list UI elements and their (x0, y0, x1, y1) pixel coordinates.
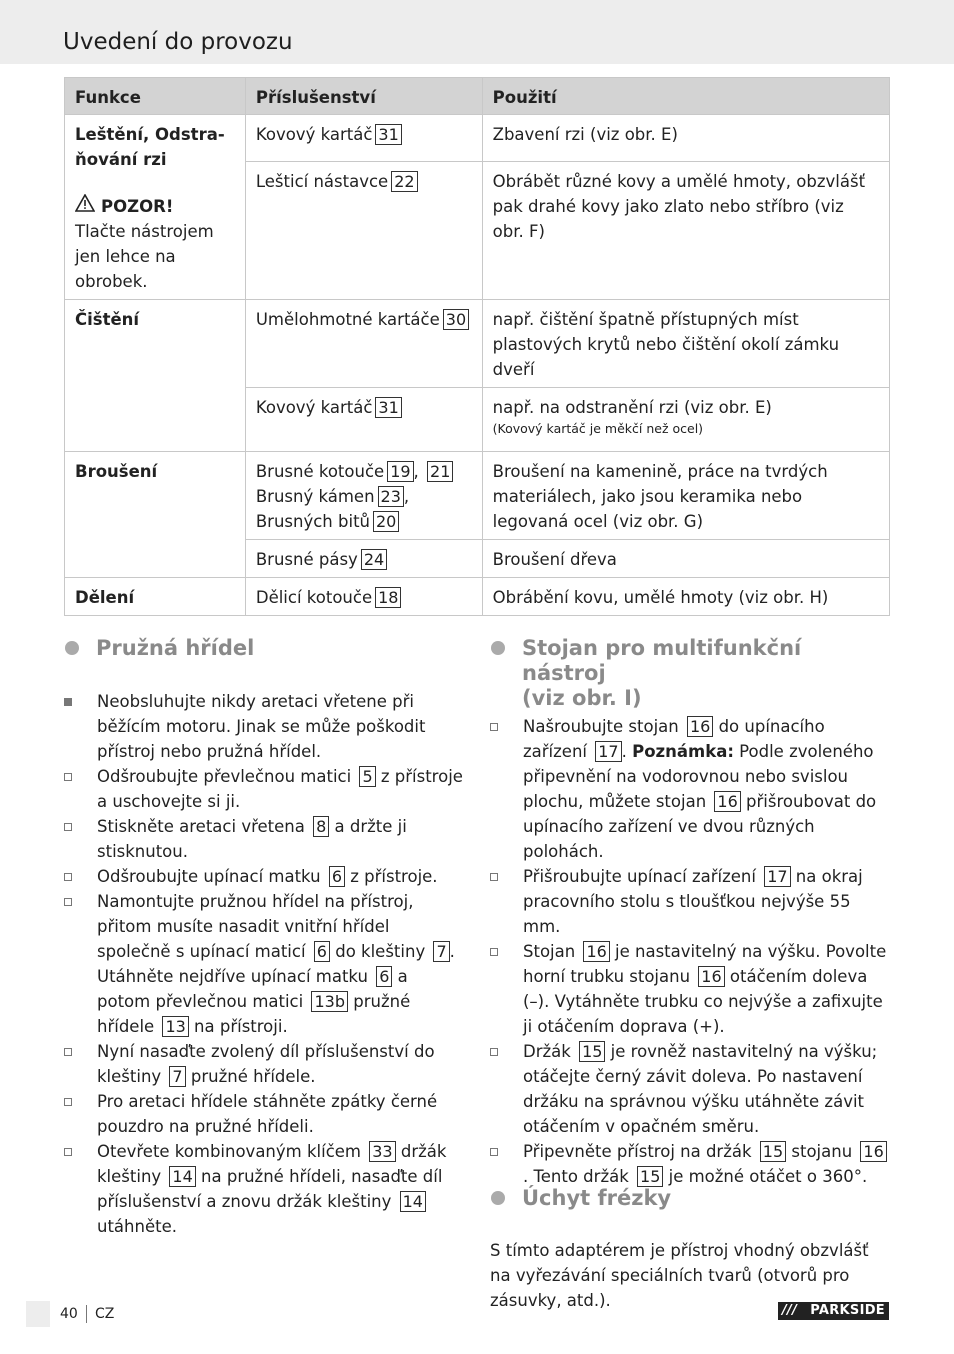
ref-number: 19 (387, 461, 413, 482)
logo-stripes-icon: /// (782, 1303, 798, 1318)
list-item (490, 714, 892, 864)
use-cell: např. čištění špatně přístupných míst plastových krytů nebo čištění okolí zámku dveří (482, 300, 889, 388)
ref-number: 6 (329, 866, 345, 887)
ref-number: 17 (764, 866, 790, 887)
heading-line: (viz obr. I) (522, 686, 642, 710)
list-item (490, 939, 892, 1039)
list-item-text: Pro aretaci hřídele stáhněte zpátky černé pouzdro na pružné hřídeli. (97, 1092, 438, 1136)
function-cell-clean: Čištění (65, 300, 246, 452)
ref-number: 13 (162, 1016, 188, 1037)
list-item (64, 814, 464, 864)
square-bullet-icon (490, 1148, 498, 1156)
ref-number: 20 (373, 511, 399, 532)
list-item-text: Odšroubujte upínací matku 6 z přístroje. (97, 867, 438, 886)
square-bullet-icon (64, 1048, 72, 1056)
ref-number: 6 (314, 941, 330, 962)
ref-number: 33 (369, 1141, 395, 1162)
col-header-function: Funkce (65, 78, 246, 115)
section-bullet-icon (65, 641, 79, 655)
ref-number: 23 (378, 486, 404, 507)
accessory-name: Kovový kartáč (255, 125, 373, 144)
use-cell: Obrábět různé kovy a umělé hmoty, obzvlášť pak drahé kovy jako zlato nebo stříbro (viz obr. F) (482, 161, 889, 299)
ref-number: 16 (860, 1141, 886, 1162)
accessory-name: Dělicí kotouče (255, 588, 373, 607)
ref-number: 16 (583, 941, 609, 962)
ref-number: 13b (311, 991, 348, 1012)
list-item-text: Přišroubujte upínací zařízení 17 na okraj pracovního stolu s tloušťkou nejvýše 55 mm. (523, 867, 863, 936)
page-number: 40 (60, 1306, 78, 1322)
table-row (65, 300, 890, 388)
table-header-row (65, 78, 890, 115)
use-cell: Zbavení rzi (viz obr. E) (482, 115, 889, 162)
footer-divider (86, 1305, 87, 1323)
list-item (64, 689, 464, 764)
list-item (490, 1139, 892, 1189)
function-label: Leštění, Odstra- ňování rzi (75, 125, 225, 169)
warning-heading (75, 194, 235, 219)
list-item (64, 1089, 464, 1139)
router-text: S tímto adaptérem je přístroj vhodný obzvlášť na vyřezávání speciálních tvarů (otvorů pro zásuvky, atd.). (490, 1241, 869, 1310)
table-row (65, 452, 890, 540)
use-cell: Broušení dřeva (482, 540, 889, 578)
ref-number: 18 (375, 587, 401, 608)
ref-number: 8 (313, 816, 329, 837)
accessory-cell (245, 578, 482, 616)
use-note: (Kovový kartáč je měkčí než ocel) (492, 421, 704, 436)
section-heading-stand (522, 636, 892, 711)
list-item-text: Stojan 16 je nastavitelný na výšku. Povolte horní trubku stojanu 16 otáčením doleva (–). Vytáhněte trubku co nejvýše a zafixujte ji otáčením doprava (+). (523, 942, 887, 1036)
accessory-line: Brusný kámen 23 , (255, 487, 410, 506)
warning-text: Tlačte nástrojem jen lehce na obrobek. (75, 222, 214, 291)
list-item-text: Otevřete kombinovaným klíčem 33 držák kleštiny 14 na pružné hřídeli, nasaďte díl příslušenství a znovu držák kleštiny 14 utáhněte. (97, 1142, 447, 1236)
ref-number: 15 (637, 1166, 663, 1187)
use-text: např. na odstranění rzi (viz obr. E) (492, 398, 772, 417)
accessory-line (256, 509, 472, 534)
use-cell: Broušení na kamenině, práce na tvrdých materiálech, jako jsou keramika nebo legovaná ocel (viz obr. G) (482, 452, 889, 540)
square-bullet-icon (64, 823, 72, 831)
page-title: Uvedení do provozu (63, 29, 293, 55)
list-item (64, 764, 464, 814)
accessory-name: Brusných bitů (255, 512, 370, 531)
accessory-cell (245, 388, 482, 452)
square-bullet-icon (64, 773, 72, 781)
ref-number: 7 (169, 1066, 185, 1087)
accessory-name: Umělohmotné kartáče (255, 310, 440, 329)
table-row (65, 115, 890, 162)
accessory-cell (245, 540, 482, 578)
square-bullet-icon (64, 698, 72, 706)
square-bullet-icon (490, 1048, 498, 1056)
ref-number: 31 (375, 124, 401, 145)
square-bullet-icon (490, 873, 498, 881)
section-bullet-icon (491, 641, 505, 655)
function-cell-polish (65, 115, 246, 300)
list-item (490, 1039, 892, 1139)
ref-number: 16 (714, 791, 740, 812)
brand-logo (778, 1302, 889, 1320)
ref-number: 24 (361, 549, 387, 570)
footer-marker (26, 1301, 50, 1327)
square-bullet-icon (64, 898, 72, 906)
section-bullet-icon (491, 1191, 505, 1205)
square-bullet-icon (64, 873, 72, 881)
list-item-text: Držák 15 je rovněž nastavitelný na výšku; otáčejte černý závit doleva. Po nastavení držáku na správnou výšku utáhněte závit otáčením v opačném směru. (523, 1042, 878, 1136)
ref-number: 31 (375, 397, 401, 418)
ref-number: 15 (579, 1041, 605, 1062)
use-cell: Obrábění kovu, umělé hmoty (viz obr. H) (482, 578, 889, 616)
list-item (64, 1139, 464, 1239)
ref-number: 30 (443, 309, 469, 330)
list-item (490, 864, 892, 939)
ref-number: 6 (376, 966, 392, 987)
stand-list (490, 714, 892, 1189)
section-heading-router: Úchyt frézky (522, 1186, 672, 1210)
list-item-text: Neobsluhujte nikdy aretaci vřetene při běžícím motoru. Jinak se může poškodit přístroj nebo pružná hřídel. (97, 692, 426, 761)
ref-number: 14 (169, 1166, 195, 1187)
list-item (64, 889, 464, 1039)
flexible-shaft-list (64, 689, 464, 1239)
ref-number: 17 (595, 741, 621, 762)
function-cell-cut: Dělení (65, 578, 246, 616)
heading-line: Stojan pro multifunkční nástroj (522, 636, 802, 685)
square-bullet-icon (64, 1098, 72, 1106)
accessory-name: Brusné kotouče (255, 462, 385, 481)
ref-number: 15 (760, 1141, 786, 1162)
ref-number: 16 (687, 716, 713, 737)
accessory-name: Brusné pásy (255, 550, 358, 569)
list-item-text: Stiskněte aretaci vřetena 8 a držte ji stisknutou. (97, 817, 407, 861)
accessory-line: Brusné kotouče 19 , 21 (256, 459, 472, 484)
ref-number: 14 (400, 1191, 426, 1212)
list-item (64, 864, 464, 889)
accessories-table (64, 77, 890, 616)
table-row (65, 578, 890, 616)
warning-title: POZOR! (101, 197, 174, 216)
section-heading-flexible-shaft: Pružná hřídel (96, 636, 255, 660)
list-item-text: Našroubujte stojan 16 do upínacího zařízení 17 . Poznámka: Podle zvoleného připevnění na vodorovnou nebo svislou plochu, můžete stojan 16 přišroubovat do upínacího zařízení ve dvou různých polohách. (523, 717, 877, 861)
use-cell (482, 388, 889, 452)
list-item-text: Nyní nasaďte zvolený díl příslušenství do kleštiny 7 pružné hřídele. (97, 1042, 435, 1086)
note-label: Poznámka: (632, 742, 734, 761)
brand-name: PARKSIDE (810, 1303, 885, 1318)
col-header-accessory: Příslušenství (245, 78, 482, 115)
language-code: CZ (95, 1306, 115, 1322)
list-item (64, 1039, 464, 1089)
accessory-cell (245, 452, 482, 540)
square-bullet-icon (490, 948, 498, 956)
square-bullet-icon (490, 723, 498, 731)
list-item-text: Připevněte přístroj na držák 15 stojanu 16. Tento držák 15 je možné otáčet o 360°. (523, 1142, 887, 1186)
warning-icon (75, 194, 95, 219)
list-item-text: Odšroubujte převlečnou matici 5 z přístroje a uschovejte si ji. (97, 767, 463, 811)
square-bullet-icon (64, 1148, 72, 1156)
accessory-cell (245, 161, 482, 299)
accessory-name: Kovový kartáč (255, 398, 373, 417)
ref-number: 7 (433, 941, 449, 962)
col-header-use: Použití (482, 78, 889, 115)
ref-number: 22 (391, 171, 417, 192)
ref-number: 5 (359, 766, 375, 787)
ref-number: 21 (427, 461, 453, 482)
accessory-name: Brusný kámen (255, 487, 375, 506)
accessory-cell (245, 300, 482, 388)
function-cell-grind: Broušení (65, 452, 246, 578)
ref-number: 16 (698, 966, 724, 987)
accessory-cell (245, 115, 482, 162)
list-item-text: Namontujte pružnou hřídel na přístroj, přitom musíte nasadit vnitřní hřídel společně s upínací maticí 6 do kleštiny 7 . Utáhněte nejdříve upínací matku 6 a potom převlečnou matici 13b pružné hřídele 13 na přístroji. (97, 892, 455, 1036)
accessory-name: Lešticí nástavce (255, 171, 389, 191)
